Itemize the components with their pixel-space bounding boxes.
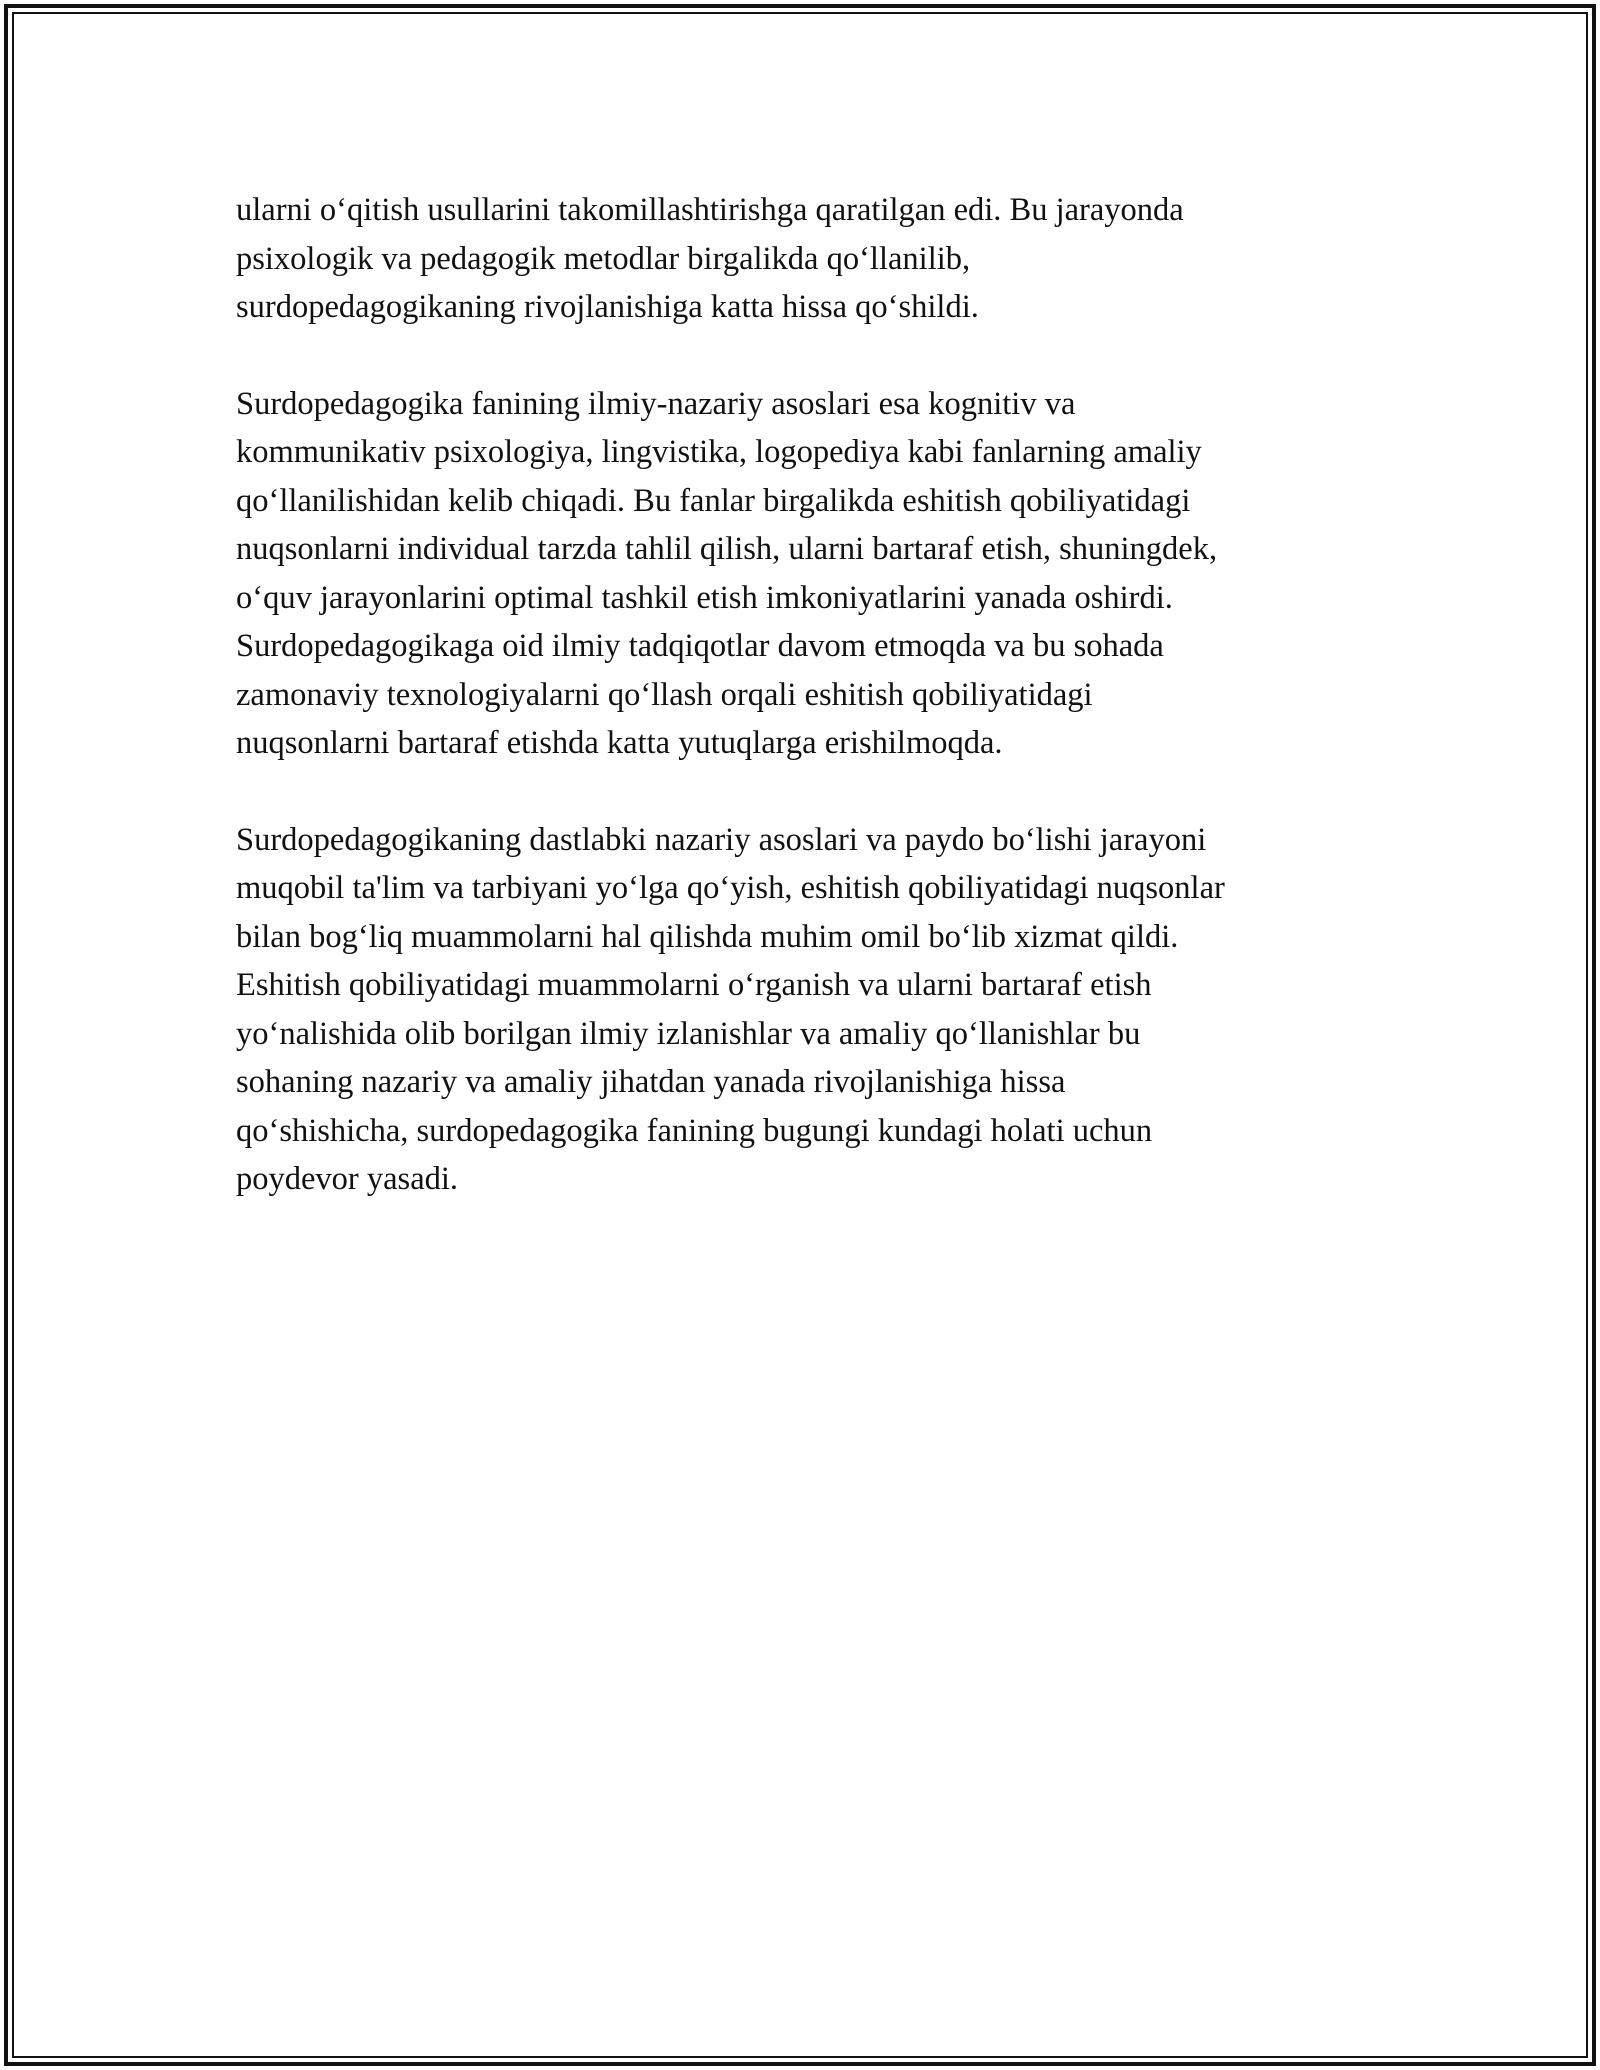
text-line: kommunikativ psixologiya, lingvistika, logopediya kabi fanlarning amaliy	[236, 434, 1202, 470]
text-line: ularni o‘qitish usullarini takomillashtirishga qaratilgan edi. Bu jarayonda	[236, 192, 1184, 228]
text-line: qo‘shishicha, surdopedagogika fanining bugungi kundagi holati uchun	[236, 1112, 1153, 1149]
paragraph-3	[236, 816, 1386, 1204]
text-line: yo‘nalishida olib borilgan ilmiy izlanishlar va amaliy qo‘llanishlar bu	[236, 1015, 1141, 1052]
text-line: nuqsonlarni bartaraf etishda katta yutuqlarga erishilmoqda.	[236, 725, 1003, 761]
text-line: qo‘llanilishidan kelib chiqadi. Bu fanlar birgalikda eshitish qobiliyatidagi	[236, 482, 1191, 519]
text-line: poydevor yasadi.	[236, 1161, 459, 1197]
text-line: o‘quv jarayonlarini optimal tashkil etish imkoniyatlarini yanada oshirdi.	[236, 579, 1173, 616]
paragraph-1	[236, 186, 1386, 332]
text-line: bilan bog‘liq muammolarni hal qilishda muhim omil bo‘lib xizmat qildi.	[236, 918, 1179, 955]
document-body	[236, 186, 1386, 1252]
text-line: Surdopedagogika fanining ilmiy-nazariy asoslari esa kognitiv va	[236, 385, 1076, 422]
text-line: psixologik va pedagogik metodlar birgalikda qo‘llanilib,	[236, 240, 971, 277]
text-line: sohaning nazariy va amaliy jihatdan yanada rivojlanishiga hissa	[236, 1064, 1066, 1100]
paragraph-2	[236, 380, 1386, 768]
text-line: zamonaviy texnologiyalarni qo‘llash orqali eshitish qobiliyatidagi	[236, 676, 1093, 713]
text-line: Surdopedagogikaning dastlabki nazariy asoslari va paydo bo‘lishi jarayoni	[236, 821, 1207, 858]
text-line: Eshitish qobiliyatidagi muammolarni o‘rganish va ularni bartaraf etish	[236, 967, 1152, 1003]
text-line: muqobil ta'lim va tarbiyani yo‘lga qo‘yish, eshitish qobiliyatidagi nuqsonlar	[236, 870, 1225, 906]
text-line: nuqsonlarni individual tarzda tahlil qilish, ularni bartaraf etish, shuningdek,	[236, 531, 1218, 567]
text-line: Surdopedagogikaga oid ilmiy tadqiqotlar davom etmoqda va bu sohada	[236, 628, 1164, 664]
text-line: surdopedagogikaning rivojlanishiga katta hissa qo‘shildi.	[236, 289, 979, 325]
